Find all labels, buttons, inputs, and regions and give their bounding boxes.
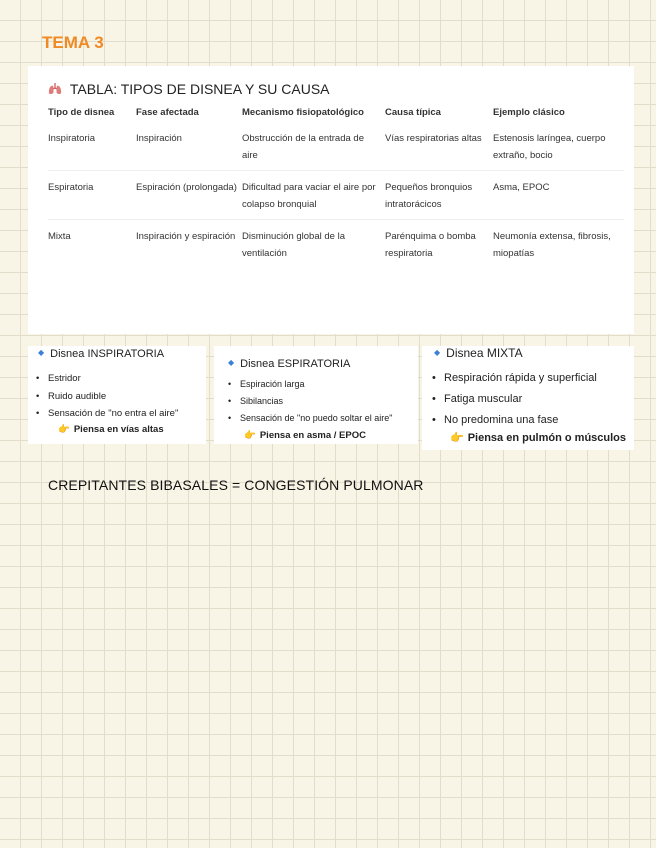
list-item: • Respiración rápida y superficial bbox=[432, 368, 597, 389]
lungs-icon bbox=[48, 81, 66, 97]
list-item: • Sibilancias bbox=[228, 393, 393, 410]
dyspnea-table bbox=[48, 107, 624, 268]
table-cell: Parénquima o bomba respiratoria bbox=[385, 220, 493, 269]
table-heading bbox=[48, 81, 330, 97]
column-header: Ejemplo clásico bbox=[493, 107, 565, 118]
table-cell: Espiración (prolongada) bbox=[136, 171, 242, 220]
table-row bbox=[48, 171, 624, 220]
list-item: • Ruido audible bbox=[36, 388, 178, 406]
list-item: • Sensación de "no entra el aire" bbox=[36, 405, 178, 423]
table-cell: Inspiratoria bbox=[48, 133, 95, 144]
card-inspiratory bbox=[28, 346, 206, 444]
table-cell: Asma, EPOC bbox=[493, 171, 624, 220]
pointing-hand-icon: 👉 bbox=[450, 432, 464, 444]
table-cell: Dificultad para vaciar el aire por colapso bronquial bbox=[242, 171, 385, 220]
card-title bbox=[434, 346, 523, 360]
table-cell: Estenosis laríngea, cuerpo extraño, bocio bbox=[493, 133, 606, 161]
card-mixed bbox=[422, 346, 634, 450]
list-item: • No predomina una fase bbox=[432, 410, 597, 431]
list-item: • Fatiga muscular bbox=[432, 389, 597, 410]
card-tip-text: Piensa en asma / EPOC bbox=[259, 430, 366, 441]
card-list bbox=[432, 368, 597, 431]
clinical-note: CREPITANTES BIBASALES = CONGESTIÓN PULMONAR bbox=[48, 477, 424, 493]
card-tip-text: Piensa en vías altas bbox=[73, 424, 164, 435]
diamond-icon: ◆ bbox=[434, 348, 441, 357]
table-row bbox=[48, 220, 624, 269]
card-list bbox=[36, 370, 178, 423]
card-tip bbox=[58, 424, 164, 435]
card-title-text: Disnea MIXTA bbox=[446, 346, 523, 360]
table-heading-text: TABLA: TIPOS DE DISNEA Y SU CAUSA bbox=[69, 81, 330, 97]
card-tip bbox=[450, 431, 626, 444]
diamond-icon: ◆ bbox=[228, 358, 235, 367]
card-list bbox=[228, 376, 393, 427]
column-header: Mecanismo fisiopatológico bbox=[242, 107, 364, 118]
card-tip-text: Piensa en pulmón o músculos bbox=[467, 432, 627, 444]
page-title: TEMA 3 bbox=[42, 33, 104, 52]
table-cell: Neumonía extensa, fibrosis, miopatías bbox=[493, 220, 624, 269]
column-header: Tipo de disnea bbox=[48, 107, 115, 118]
table-cell: Obstrucción de la entrada de aire bbox=[242, 133, 364, 161]
list-item: • Sensación de "no puedo soltar el aire" bbox=[228, 410, 393, 427]
card-title bbox=[228, 358, 350, 370]
card-expiratory bbox=[214, 346, 418, 444]
pointing-hand-icon: 👉 bbox=[244, 430, 256, 441]
table-cell: Inspiración y espiración bbox=[136, 220, 242, 269]
card-title bbox=[38, 348, 164, 360]
card-tip bbox=[244, 430, 366, 441]
table-cell: Vías respiratorias altas bbox=[385, 133, 482, 144]
table-cell: Espiratoria bbox=[48, 171, 136, 220]
table-cell: Disminución global de la ventilación bbox=[242, 220, 385, 269]
pointing-hand-icon: 👉 bbox=[58, 424, 70, 435]
diamond-icon: ◆ bbox=[38, 348, 45, 357]
table-cell: Inspiración bbox=[136, 133, 182, 144]
table-cell: Pequeños bronquios intratorácicos bbox=[385, 171, 493, 220]
table-cell: Mixta bbox=[48, 220, 136, 269]
column-header: Causa típica bbox=[385, 107, 441, 118]
table-row bbox=[48, 122, 624, 171]
table-header-row bbox=[48, 107, 624, 122]
card-title-text: Disnea ESPIRATORIA bbox=[240, 358, 351, 370]
card-title-text: Disnea INSPIRATORIA bbox=[50, 348, 165, 360]
dyspnea-table-card bbox=[28, 66, 634, 334]
column-header: Fase afectada bbox=[136, 107, 199, 118]
list-item: • Espiración larga bbox=[228, 376, 393, 393]
list-item: • Estridor bbox=[36, 370, 178, 388]
